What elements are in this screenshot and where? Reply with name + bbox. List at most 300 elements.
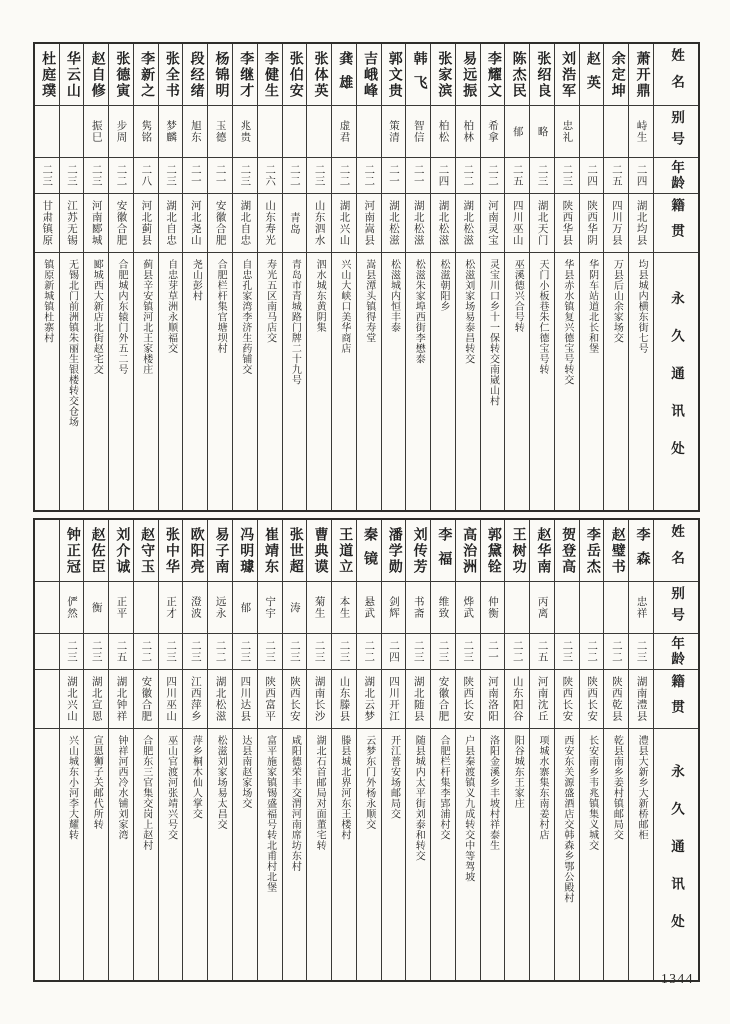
- entry-column: [257, 520, 282, 980]
- entry-name: 张绍良: [535, 50, 551, 99]
- entry-address: 华县赤水镇复兴德宝号转交: [561, 259, 573, 385]
- entry-name: 张全书: [163, 50, 179, 99]
- entry-alias: 郁: [239, 601, 251, 614]
- origin-cell: [604, 670, 628, 729]
- entry-alias: 维致: [437, 596, 449, 619]
- entry-origin: 山东阳谷: [511, 676, 523, 722]
- header-origin-label: 籍贯: [669, 197, 685, 249]
- address-cell: [431, 729, 455, 980]
- entry-origin: 湖南澧县: [635, 676, 647, 722]
- entry-column: [331, 44, 356, 510]
- entry-name: 郭文贵: [386, 50, 402, 99]
- entry-age: 二一: [214, 164, 226, 187]
- name-cell: [580, 44, 604, 106]
- entry-origin: 湖北兴山: [338, 200, 350, 246]
- entry-column: [232, 520, 257, 980]
- entry-column: [628, 520, 653, 980]
- address-cell: [35, 729, 59, 980]
- age-cell: [382, 634, 406, 670]
- age-cell: [84, 634, 108, 670]
- age-cell: [35, 634, 59, 670]
- entry-origin: 河南洛阳: [487, 676, 499, 722]
- name-cell: [382, 520, 406, 582]
- entry-age: 二三: [239, 640, 251, 663]
- address-cell: [530, 729, 554, 980]
- entry-column: [306, 44, 331, 510]
- entry-column: [306, 520, 331, 980]
- age-cell: [357, 158, 381, 194]
- origin-cell: [109, 194, 133, 253]
- entry-age: 二八: [140, 164, 152, 187]
- entry-origin: 四川达县: [239, 676, 251, 722]
- address-cell: [629, 253, 653, 510]
- name-cell: [283, 44, 307, 106]
- origin-cell: [183, 670, 207, 729]
- age-cell: [332, 634, 356, 670]
- name-cell: [208, 520, 232, 582]
- name-cell: [233, 520, 257, 582]
- origin-cell: [283, 194, 307, 253]
- alias-cell: [431, 106, 455, 158]
- entry-alias: 剑辉: [387, 596, 399, 619]
- name-cell: [134, 44, 158, 106]
- entry-name: 王树功: [510, 526, 526, 575]
- address-cell: [456, 253, 480, 510]
- name-cell: [35, 44, 59, 106]
- entry-origin: 湖北松滋: [437, 200, 449, 246]
- entry-name: 陈杰民: [510, 50, 526, 99]
- entry-alias: 梦麟: [165, 120, 177, 143]
- age-cell: [530, 634, 554, 670]
- alias-cell: [109, 582, 133, 634]
- entry-age: 二三: [288, 640, 300, 663]
- alias-cell: [406, 582, 430, 634]
- entry-origin: 四川巫山: [165, 676, 177, 722]
- registry-table-top: [33, 42, 700, 512]
- entry-name: 余定坤: [609, 50, 625, 99]
- age-cell: [456, 634, 480, 670]
- column-header-name: [654, 44, 698, 106]
- entry-origin: 江苏无锡: [66, 200, 78, 246]
- entry-address: 自忠孔家湾李济生药铺交: [239, 259, 251, 375]
- entry-address: 钟祥河西冷水铺刘家湾: [116, 735, 128, 840]
- age-cell: [431, 158, 455, 194]
- age-cell: [208, 634, 232, 670]
- header-address-label: 永久通讯处: [669, 290, 684, 479]
- name-cell: [134, 520, 158, 582]
- entry-column: [405, 520, 430, 980]
- entry-alias: 略: [536, 125, 548, 138]
- header-name-label: 姓名: [669, 524, 685, 577]
- origin-cell: [183, 194, 207, 253]
- entry-column: [282, 44, 307, 510]
- entry-alias: 策清: [387, 120, 399, 143]
- origin-cell: [629, 670, 653, 729]
- alias-cell: [134, 106, 158, 158]
- entry-age: 二三: [561, 640, 573, 663]
- alias-cell: [456, 582, 480, 634]
- entry-age: 二三: [239, 164, 251, 187]
- age-cell: [406, 634, 430, 670]
- entry-column: [232, 44, 257, 510]
- alias-cell: [258, 582, 282, 634]
- age-cell: [134, 634, 158, 670]
- origin-cell: [332, 670, 356, 729]
- origin-cell: [258, 194, 282, 253]
- address-cell: [357, 253, 381, 510]
- entry-column: [133, 520, 158, 980]
- entry-origin: 四川巫山: [511, 200, 523, 246]
- alias-cell: [629, 582, 653, 634]
- age-cell: [134, 158, 158, 194]
- entry-address: 兴山城东小河李大耀转: [66, 735, 78, 840]
- age-cell: [307, 634, 331, 670]
- entry-name: 龚雄: [337, 50, 353, 99]
- address-cell: [283, 253, 307, 510]
- alias-cell: [357, 582, 381, 634]
- entry-alias: 智信: [412, 120, 424, 143]
- entry-age: 二五: [536, 640, 548, 663]
- entry-column: [158, 44, 183, 510]
- header-origin-label: 籍贯: [669, 673, 685, 725]
- alias-cell: [84, 106, 108, 158]
- column-header-alias: [654, 106, 698, 158]
- entry-column: [59, 520, 84, 980]
- page-number: 1344: [661, 971, 694, 986]
- entry-column: [207, 520, 232, 980]
- age-cell: [159, 634, 183, 670]
- origin-cell: [159, 670, 183, 729]
- entry-address: 松滋朝阳乡: [437, 259, 449, 312]
- entry-column: [603, 44, 628, 510]
- entry-age: 二三: [189, 640, 201, 663]
- alias-cell: [456, 106, 480, 158]
- entry-origin: 河南郾城: [90, 200, 102, 246]
- origin-cell: [629, 194, 653, 253]
- age-cell: [109, 158, 133, 194]
- alias-cell: [233, 582, 257, 634]
- entry-column: [504, 44, 529, 510]
- entry-name: 刘传芳: [411, 526, 427, 575]
- origin-cell: [456, 194, 480, 253]
- entry-column: [108, 44, 133, 510]
- entry-address: 均县城内横东街七号: [636, 259, 648, 354]
- origin-cell: [35, 194, 59, 253]
- address-cell: [382, 253, 406, 510]
- name-cell: [357, 44, 381, 106]
- entry-name: 杜庭璞: [40, 50, 56, 99]
- address-cell: [555, 729, 579, 980]
- entry-age: 二五: [511, 164, 523, 187]
- registry-table-bottom: [33, 518, 700, 982]
- name-cell: [604, 44, 628, 106]
- entry-origin: 陕西富平: [264, 676, 276, 722]
- entry-column: [182, 520, 207, 980]
- address-cell: [159, 729, 183, 980]
- entry-origin: 山东滕县: [338, 676, 350, 722]
- origin-cell: [283, 670, 307, 729]
- entry-age: 二三: [165, 640, 177, 663]
- entry-address: 嵩县潭头镇得寿堂: [363, 259, 375, 343]
- entry-address: 松滋刘家场易太昌交: [215, 735, 227, 830]
- entry-alias: 柏松: [437, 120, 449, 143]
- alias-cell: [530, 582, 554, 634]
- entry-name: 赵自修: [89, 50, 105, 99]
- origin-cell: [35, 670, 59, 729]
- entry-column: [430, 520, 455, 980]
- entry-column: [430, 44, 455, 510]
- address-cell: [456, 729, 480, 980]
- entry-address: 澧县大新乡大新桥邮柜: [636, 735, 648, 840]
- entry-address: 松滋朱家埠西街李懋泰: [413, 259, 425, 364]
- alias-cell: [283, 582, 307, 634]
- origin-cell: [109, 670, 133, 729]
- entry-name: 杨锦明: [213, 50, 229, 99]
- name-cell: [406, 44, 430, 106]
- entry-age: 二三: [437, 640, 449, 663]
- age-cell: [604, 158, 628, 194]
- entry-alias: 远永: [214, 596, 226, 619]
- entry-address: 镇原新城镇杜寨村: [41, 259, 53, 343]
- entry-column: [480, 44, 505, 510]
- origin-cell: [505, 670, 529, 729]
- alias-cell: [35, 106, 59, 158]
- entry-origin: 湖北松滋: [214, 676, 226, 722]
- entry-name: 张德寅: [114, 50, 130, 99]
- alias-cell: [208, 106, 232, 158]
- entry-name: 赵英: [584, 50, 600, 99]
- alias-cell: [629, 106, 653, 158]
- origin-cell: [580, 194, 604, 253]
- address-cell: [84, 729, 108, 980]
- entry-address: 自忠芽草洲永顺福交: [165, 259, 177, 354]
- entry-name: 赵璧书: [609, 526, 625, 575]
- entry-origin: 河南灵宝: [487, 200, 499, 246]
- entry-column: [83, 520, 108, 980]
- alias-cell: [604, 582, 628, 634]
- entry-address: 随县城内太平街刘泰和转交: [413, 735, 425, 861]
- age-cell: [382, 158, 406, 194]
- address-cell: [84, 253, 108, 510]
- entry-alias: 涛: [288, 601, 300, 614]
- entry-address: 湖北石首邮局对面董宅转: [314, 735, 326, 851]
- entry-name: 李福: [436, 526, 452, 575]
- entry-age: 二三: [90, 164, 102, 187]
- address-cell: [580, 729, 604, 980]
- entry-name: 张家滨: [436, 50, 452, 99]
- alias-cell: [530, 106, 554, 158]
- name-cell: [307, 44, 331, 106]
- header-alias-label: 别号: [669, 586, 685, 629]
- address-cell: [208, 253, 232, 510]
- entry-origin: 河北蓟县: [140, 200, 152, 246]
- entry-age: 二三: [536, 164, 548, 187]
- age-cell: [60, 158, 84, 194]
- entry-age: 二六: [264, 164, 276, 187]
- header-age-label: 年龄: [669, 636, 685, 667]
- name-cell: [159, 44, 183, 106]
- entry-origin: 四川开江: [387, 676, 399, 722]
- entry-column: [628, 44, 653, 510]
- entry-age: 二三: [412, 640, 424, 663]
- address-cell: [481, 729, 505, 980]
- origin-cell: [382, 194, 406, 253]
- name-cell: [35, 520, 59, 582]
- alias-cell: [332, 106, 356, 158]
- entry-alias: 澄波: [189, 596, 201, 619]
- age-cell: [283, 158, 307, 194]
- entry-alias: 仲衡: [487, 596, 499, 619]
- address-cell: [134, 729, 158, 980]
- entry-alias: 书斋: [412, 596, 424, 619]
- name-cell: [382, 44, 406, 106]
- entry-age: 二三: [66, 164, 78, 187]
- entry-alias: 柏林: [462, 120, 474, 143]
- entry-origin: 河北尧山: [189, 200, 201, 246]
- alias-cell: [183, 582, 207, 634]
- origin-cell: [84, 670, 108, 729]
- entry-origin: 河南沈丘: [536, 676, 548, 722]
- origin-cell: [60, 670, 84, 729]
- entry-column: [480, 520, 505, 980]
- origin-cell: [580, 670, 604, 729]
- entry-origin: 山东寿光: [264, 200, 276, 246]
- entry-address: 青岛市青城路门牌二十九号: [289, 259, 301, 385]
- entry-name: 李健生: [262, 50, 278, 99]
- age-cell: [629, 158, 653, 194]
- entry-alias: 玉德: [214, 120, 226, 143]
- address-cell: [307, 253, 331, 510]
- entry-column: [331, 520, 356, 980]
- entry-alias: 旭东: [189, 120, 201, 143]
- alias-cell: [604, 106, 628, 158]
- entry-origin: 安徽合肥: [437, 676, 449, 722]
- alias-cell: [580, 582, 604, 634]
- address-cell: [233, 253, 257, 510]
- entry-age: 二二: [363, 164, 375, 187]
- column-header-origin: [654, 194, 698, 253]
- name-cell: [183, 44, 207, 106]
- name-cell: [60, 520, 84, 582]
- entry-column: [529, 44, 554, 510]
- alias-cell: [382, 582, 406, 634]
- entry-column: [133, 44, 158, 510]
- entry-name: 赵华南: [535, 526, 551, 575]
- alias-cell: [580, 106, 604, 158]
- entry-alias: 虚君: [338, 120, 350, 143]
- entry-name: 高治洲: [461, 526, 477, 575]
- address-cell: [580, 253, 604, 510]
- entry-age: 二二: [487, 164, 499, 187]
- entry-age: 二三: [90, 640, 102, 663]
- age-cell: [283, 634, 307, 670]
- age-cell: [555, 634, 579, 670]
- age-cell: [604, 634, 628, 670]
- entry-alias: 烨武: [462, 596, 474, 619]
- entry-address: 乾县南乡姜村镇邮局交: [611, 735, 623, 840]
- entry-origin: 陕西长安: [462, 676, 474, 722]
- entry-alias: 兆贵: [239, 120, 251, 143]
- entry-address: 户县秦渡镇义九成转交中等驾坡: [462, 735, 474, 882]
- column-header-age: [654, 634, 698, 670]
- entry-name: 李耀文: [485, 50, 501, 99]
- address-cell: [60, 253, 84, 510]
- entry-origin: 湖北松滋: [387, 200, 399, 246]
- entry-name: 郭黛铨: [485, 526, 501, 575]
- alias-cell: [332, 582, 356, 634]
- alias-cell: [233, 106, 257, 158]
- age-cell: [60, 634, 84, 670]
- address-cell: [109, 729, 133, 980]
- name-cell: [530, 44, 554, 106]
- entry-origin: 湖北天门: [536, 200, 548, 246]
- address-cell: [35, 253, 59, 510]
- entry-column: [455, 44, 480, 510]
- entry-origin: 湖北均县: [635, 200, 647, 246]
- header-address-label: 永久通讯处: [669, 763, 684, 952]
- entry-age: 二二: [363, 640, 375, 663]
- entry-origin: 青岛: [288, 211, 300, 235]
- origin-cell: [481, 670, 505, 729]
- entry-address: 滕县城北界河东王楼村: [338, 735, 350, 840]
- entry-alias: 宁宇: [264, 596, 276, 619]
- origin-cell: [406, 670, 430, 729]
- name-cell: [233, 44, 257, 106]
- table-bottom-header-column: [653, 520, 698, 980]
- entry-name: 曹典谟: [312, 526, 328, 575]
- entry-column: [158, 520, 183, 980]
- entry-column: [381, 44, 406, 510]
- age-cell: [159, 158, 183, 194]
- alias-cell: [505, 106, 529, 158]
- origin-cell: [208, 194, 232, 253]
- entry-column: [356, 44, 381, 510]
- entry-origin: 陕西长安: [288, 676, 300, 722]
- header-name-label: 姓名: [669, 48, 685, 101]
- origin-cell: [456, 670, 480, 729]
- age-cell: [555, 158, 579, 194]
- address-cell: [60, 729, 84, 980]
- address-cell: [159, 253, 183, 510]
- address-cell: [233, 729, 257, 980]
- alias-cell: [307, 582, 331, 634]
- age-cell: [84, 158, 108, 194]
- name-cell: [332, 44, 356, 106]
- alias-cell: [159, 106, 183, 158]
- entry-origin: 湖北松滋: [412, 200, 424, 246]
- entry-name: 赵守玉: [139, 526, 155, 575]
- entry-address: 郾城西大新店北街赵宅交: [91, 259, 103, 375]
- entry-name: 刘介诚: [114, 526, 130, 575]
- entry-age: 二四: [387, 640, 399, 663]
- entry-age: 二一: [487, 640, 499, 663]
- entry-column: [182, 44, 207, 510]
- name-cell: [629, 44, 653, 106]
- entry-address: 咸阳德荣丰交渭河南席坊东村: [289, 735, 301, 872]
- entry-age: 二三: [561, 164, 573, 187]
- entry-address: 萍乡桐木仙人掌交: [190, 735, 202, 819]
- name-cell: [481, 44, 505, 106]
- alias-cell: [431, 582, 455, 634]
- address-cell: [604, 729, 628, 980]
- entry-origin: 湖北宣恩: [90, 676, 102, 722]
- entry-alias: 悬武: [363, 596, 375, 619]
- origin-cell: [258, 670, 282, 729]
- entry-address: 松滋城内恒丰泰: [388, 259, 400, 333]
- entry-age: 二二: [214, 640, 226, 663]
- entry-age: 二五: [610, 164, 622, 187]
- entry-name: 华云山: [64, 50, 80, 99]
